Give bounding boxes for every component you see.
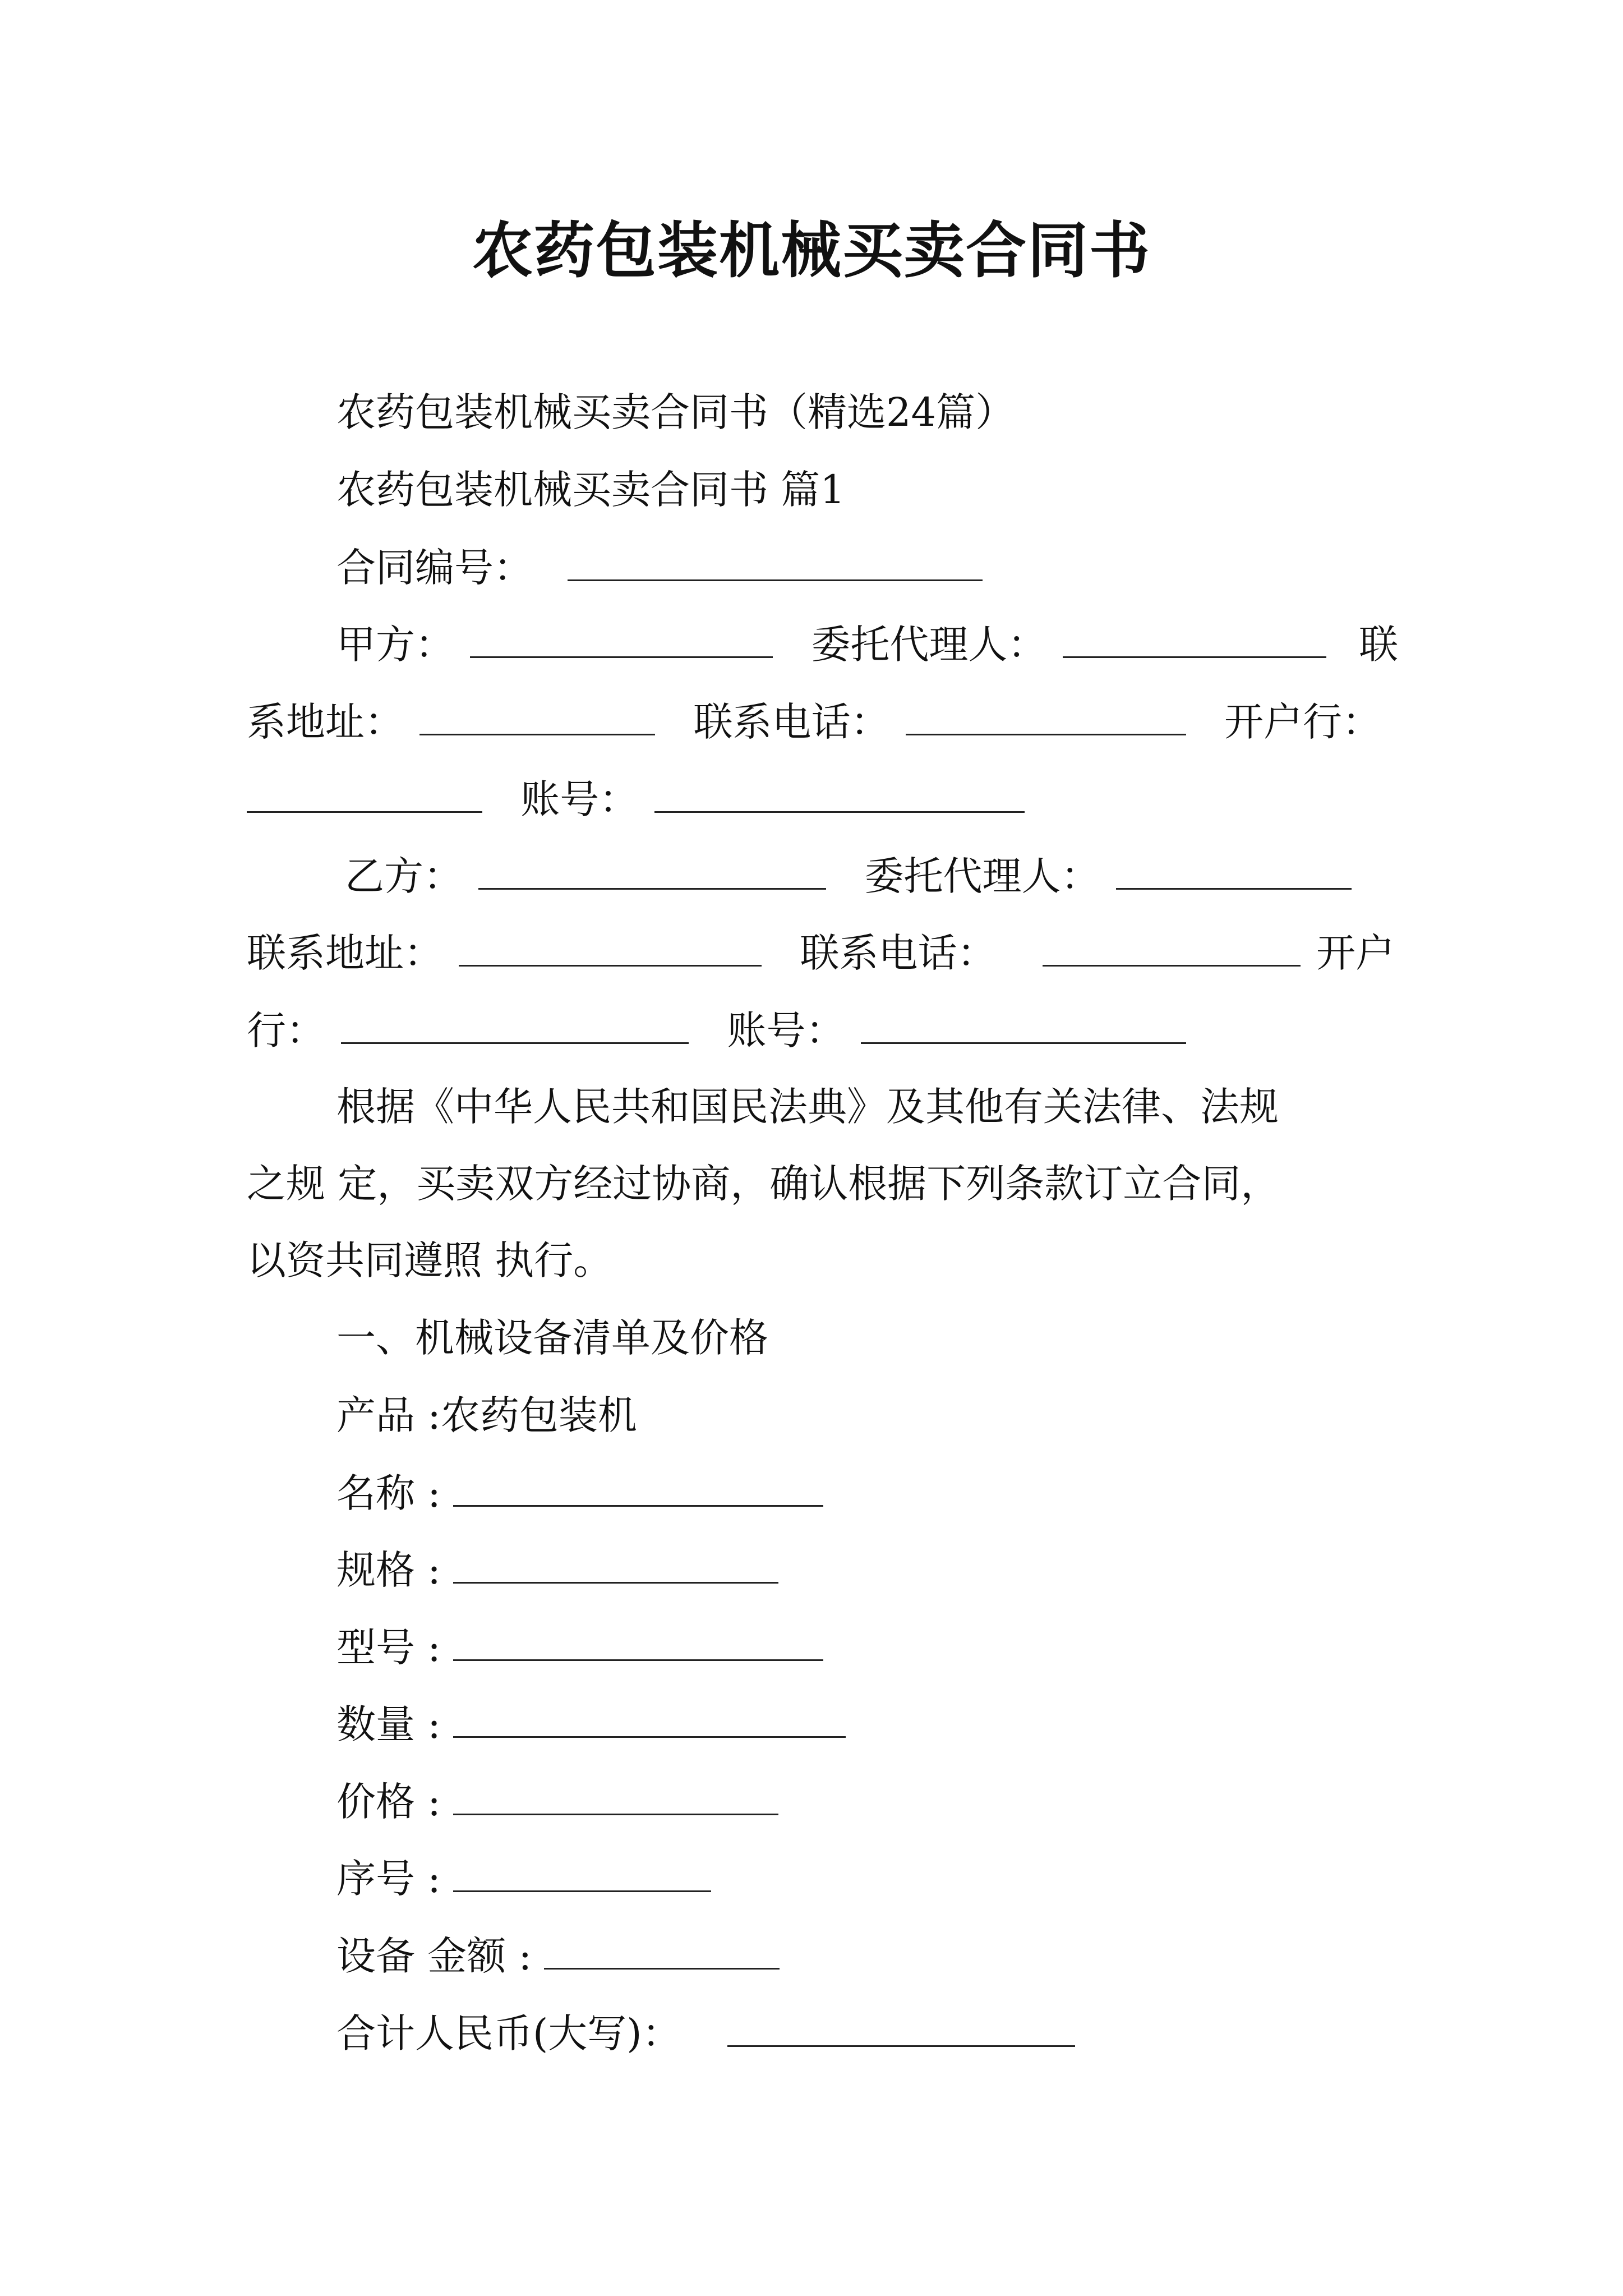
party-b-account-blank[interactable] [861,1010,1186,1044]
qty-blank[interactable] [453,1704,846,1738]
party-a-address-label: 系地址： [247,699,404,745]
subtitle: 农药包装机械买卖合同书（精选24篇） [336,389,1015,435]
document-title: 农药包装机械买卖合同书 [472,215,1151,286]
spec-row [336,1547,782,1593]
party-b-address-label: 联系地址： [247,930,443,976]
party-a-row-3 [247,776,1028,822]
party-a-agent-label: 委托代理人： [811,622,1047,668]
price-blank[interactable] [453,1781,778,1815]
contract-no-label: 合同编号： [336,545,533,591]
party-b-bank-blank[interactable] [341,1010,689,1044]
name-row [336,1470,827,1516]
party-b-name-blank[interactable] [478,855,826,890]
total-blank[interactable] [727,2013,1075,2047]
serial-row [336,1856,714,1902]
party-a-account-label: 账号： [520,776,639,822]
party-a-label: 甲方： [336,622,454,668]
party-b-bank-label-part1: 开户 [1316,930,1395,976]
contract-no-row [336,545,986,591]
party-b-agent-blank[interactable] [1116,855,1352,890]
total-label: 合计人民币(大写)： [336,2010,681,2056]
party-b-row-3 [247,1007,1189,1053]
party-b-phone-blank[interactable] [1043,932,1301,967]
qty-row [336,1701,849,1747]
party-b-label: 乙方： [345,853,463,899]
party-a-phone-blank[interactable] [906,701,1186,735]
amount-blank[interactable] [544,1935,780,1970]
party-a-agent-blank[interactable] [1063,624,1326,658]
model-label: 型号 : [336,1625,441,1671]
party-a-row-1 [336,622,1399,668]
section-1-title: 一、机械设备清单及价格 [336,1315,768,1361]
intro-line-2: 之规 定，买卖双方经过协商，确认根据下列条款订立合同， [247,1161,1280,1207]
party-a-bank-label: 开户行： [1224,699,1382,745]
party-b-bank-label-part2: 行： [247,1007,325,1053]
model-blank[interactable] [453,1627,823,1661]
amount-row [336,1933,783,1979]
party-a-name-blank[interactable] [470,624,773,658]
party-b-row-2 [247,930,1395,976]
party-a-bank-blank[interactable] [247,779,482,813]
party-b-row-1 [345,853,1355,899]
model-row [336,1625,827,1671]
amount-label: 设备 金额 : [336,1933,532,1979]
spec-label: 规格 : [336,1547,441,1593]
party-a-row-2 [247,699,1382,745]
party-a-address-blank[interactable] [419,701,655,735]
party-b-agent-label: 委托代理人： [864,853,1100,899]
name-label: 名称 : [336,1470,441,1516]
product-row [336,1392,637,1438]
price-row [336,1779,782,1825]
serial-label: 序号 : [336,1856,441,1902]
party-a-phone-label: 联系电话： [693,699,890,745]
chapter-heading: 农药包装机械买卖合同书 篇1 [336,467,845,513]
serial-blank[interactable] [453,1858,711,1892]
name-blank[interactable] [453,1473,823,1507]
contract-no-blank[interactable] [568,547,983,581]
intro-line-1: 根据《中华人民共和国民法典》及其他有关法律、法规 [336,1084,1279,1130]
product-value: 农药包装机 [440,1392,637,1438]
intro-line-3: 以资共同遵照 执行。 [247,1237,613,1283]
total-row [336,2010,1078,2056]
party-a-contact-lead: 联 [1359,622,1399,668]
spec-blank[interactable] [453,1549,778,1584]
price-label: 价格 : [336,1779,441,1825]
party-b-account-label: 账号： [727,1007,845,1053]
party-b-phone-label: 联系电话： [800,930,997,976]
party-b-address-blank[interactable] [459,932,762,967]
party-a-account-blank[interactable] [654,779,1025,813]
qty-label: 数量 : [336,1701,441,1747]
product-label: 产品 : [336,1392,441,1438]
